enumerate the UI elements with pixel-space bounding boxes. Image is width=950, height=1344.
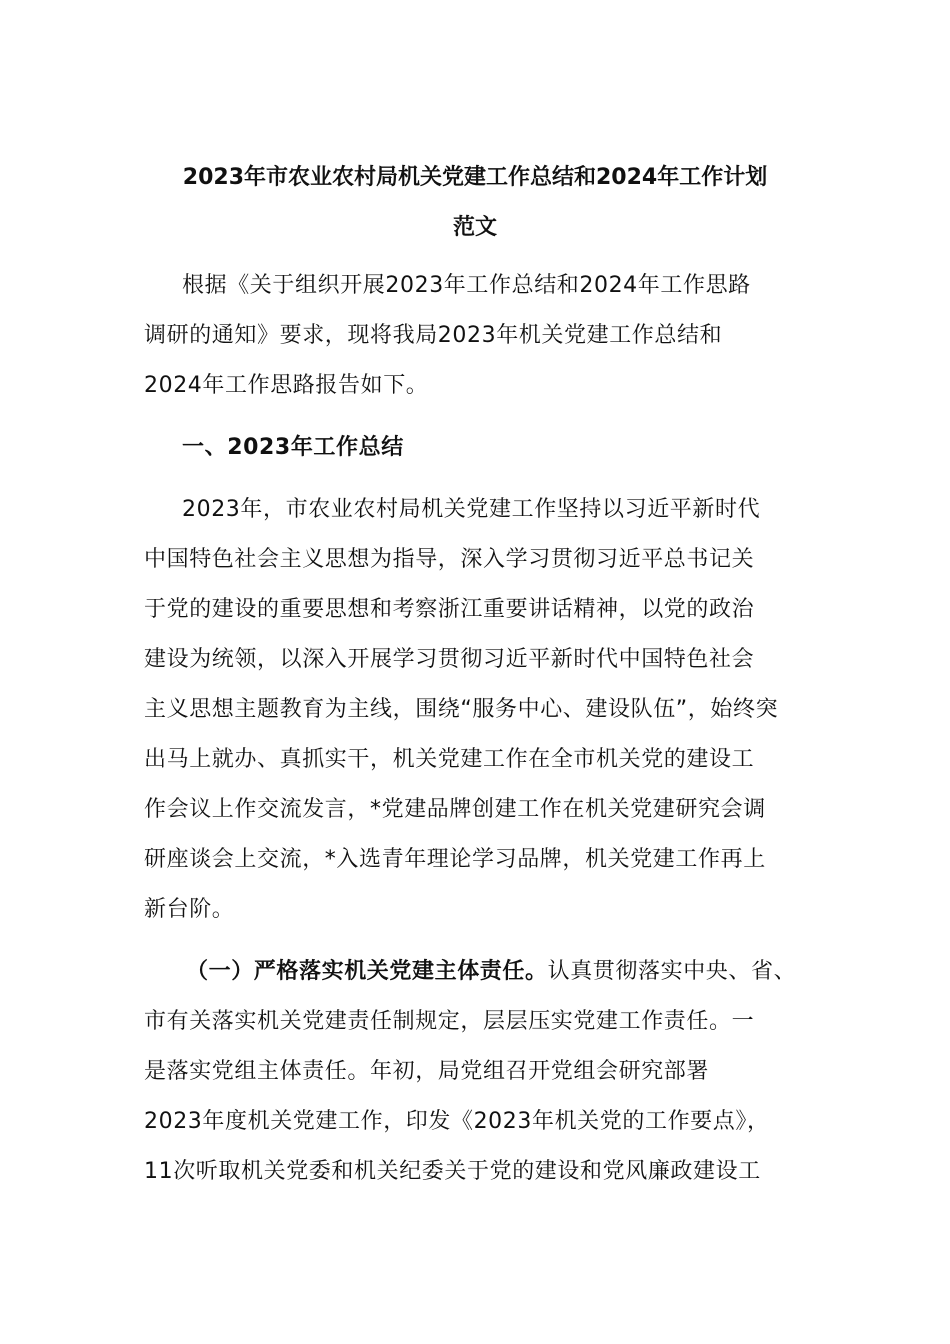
summary-line-3: 于党的建设的重要思想和考察浙江重要讲话精神，以党的政治 [144,597,755,622]
summary-line-9: 新台阶。 [144,897,235,922]
summary-line-5: 主义思想主题教育为主线，围绕“服务中心、建设队伍”，始终突 [144,697,779,722]
subsection-heading-1: （一）严格落实机关党建主体责任。 [186,959,548,984]
subsection-1-line-4: 2023年度机关党建工作，印发《2023年机关党的工作要点》， [144,1109,770,1134]
subsection-1-line-3: 是落实党组主体责任。年初，局党组召开党组会研究部署 [144,1059,710,1084]
intro-line-1: 根据《关于组织开展2023年工作总结和2024年工作思路 [182,273,751,298]
section-heading-1: 一、2023年工作总结 [182,435,404,460]
subsection-1-first-line-rest: 认真贯彻落实中央、省、 [547,959,797,984]
subsection-1-first-line [186,957,856,987]
document-title-line-2: 范文 [452,215,497,240]
subsection-1-line-2: 市有关落实机关党建责任制规定，层层压实党建工作责任。一 [144,1009,755,1034]
summary-line-7: 作会议上作交流发言，*党建品牌创建工作在机关党建研究会调 [144,797,766,822]
summary-line-6: 出马上就办、真抓实干，机关党建工作在全市机关党的建设工 [144,747,755,772]
intro-line-3: 2024年工作思路报告如下。 [144,373,429,398]
summary-line-2: 中国特色社会主义思想为指导，深入学习贯彻习近平总书记关 [144,547,755,572]
subsection-1-line-5: 11次听取机关党委和机关纪委关于党的建设和党风廉政建设工 [144,1159,761,1184]
summary-line-4: 建设为统领，以深入开展学习贯彻习近平新时代中国特色社会 [144,647,755,672]
intro-line-2: 调研的通知》要求，现将我局2023年机关党建工作总结和 [144,323,723,348]
summary-line-8: 研座谈会上交流，*入选青年理论学习品牌，机关党建工作再上 [144,847,766,872]
document-title-line-1: 2023年市农业农村局机关党建工作总结和2024年工作计划 [182,165,768,190]
summary-line-1: 2023年，市农业农村局机关党建工作坚持以习近平新时代 [182,497,761,522]
